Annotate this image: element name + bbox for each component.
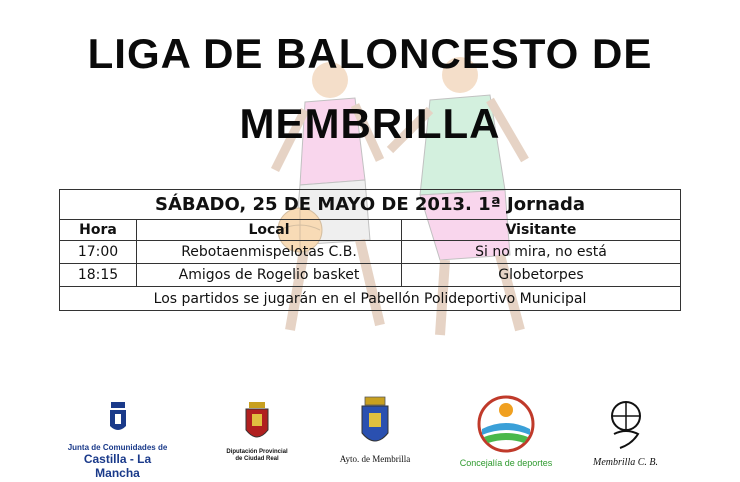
concejalia-caption: Concejalía de deportes	[459, 458, 553, 468]
page-title-line1: LIGA DE BALONCESTO DE	[87, 30, 653, 77]
match-home-team: Rebotaenmispelotas C.B.	[137, 241, 402, 264]
ayuntamiento-logo	[330, 395, 420, 464]
jccm-logo	[60, 400, 175, 480]
diputacion-logo	[222, 400, 292, 463]
schedule-heading: SÁBADO, 25 DE MAYO DE 2013. 1ª Jornada	[60, 190, 681, 220]
match-away-team: Globetorpes	[402, 264, 681, 287]
match-time: 17:00	[60, 241, 137, 264]
diputacion-caption-line2: de Ciudad Real	[235, 456, 279, 462]
match-time: 18:15	[60, 264, 137, 287]
venue-note: Los partidos se jugarán en el Pabellón Polideportivo Municipal	[60, 287, 681, 311]
column-header-row	[60, 220, 681, 241]
match-away-team: Si no mira, no está	[402, 241, 681, 264]
column-header-time: Hora	[60, 220, 137, 241]
membrilla-cb-caption: Membrilla C. B.	[593, 457, 658, 468]
jccm-emblem-icon	[108, 400, 128, 436]
diputacion-caption-line1: Diputación Provincial	[226, 449, 288, 455]
jccm-caption-line2: Castilla - La Mancha	[83, 452, 152, 480]
table-row	[60, 264, 681, 287]
ayuntamiento-caption: Ayto. de Membrilla	[339, 454, 411, 464]
concejalia-logo	[450, 395, 562, 468]
diputacion-shield-icon	[244, 400, 270, 444]
membrilla-cb-logo	[578, 398, 673, 468]
venue-note-row	[60, 287, 681, 311]
fixtures-table	[59, 189, 681, 311]
ayuntamiento-shield-icon	[359, 395, 391, 449]
column-header-away: Visitante	[402, 220, 681, 241]
page-title-line2: MEMBRILLA	[239, 100, 501, 147]
sponsor-logos	[0, 395, 740, 480]
column-header-home: Local	[137, 220, 402, 241]
membrilla-cb-emblem-icon	[604, 398, 648, 452]
jccm-caption-line1: Junta de Comunidades de	[67, 443, 168, 452]
table-row	[60, 241, 681, 264]
concejalia-emblem-icon	[476, 395, 536, 453]
schedule-heading-row	[60, 190, 681, 220]
match-home-team: Amigos de Rogelio basket	[137, 264, 402, 287]
